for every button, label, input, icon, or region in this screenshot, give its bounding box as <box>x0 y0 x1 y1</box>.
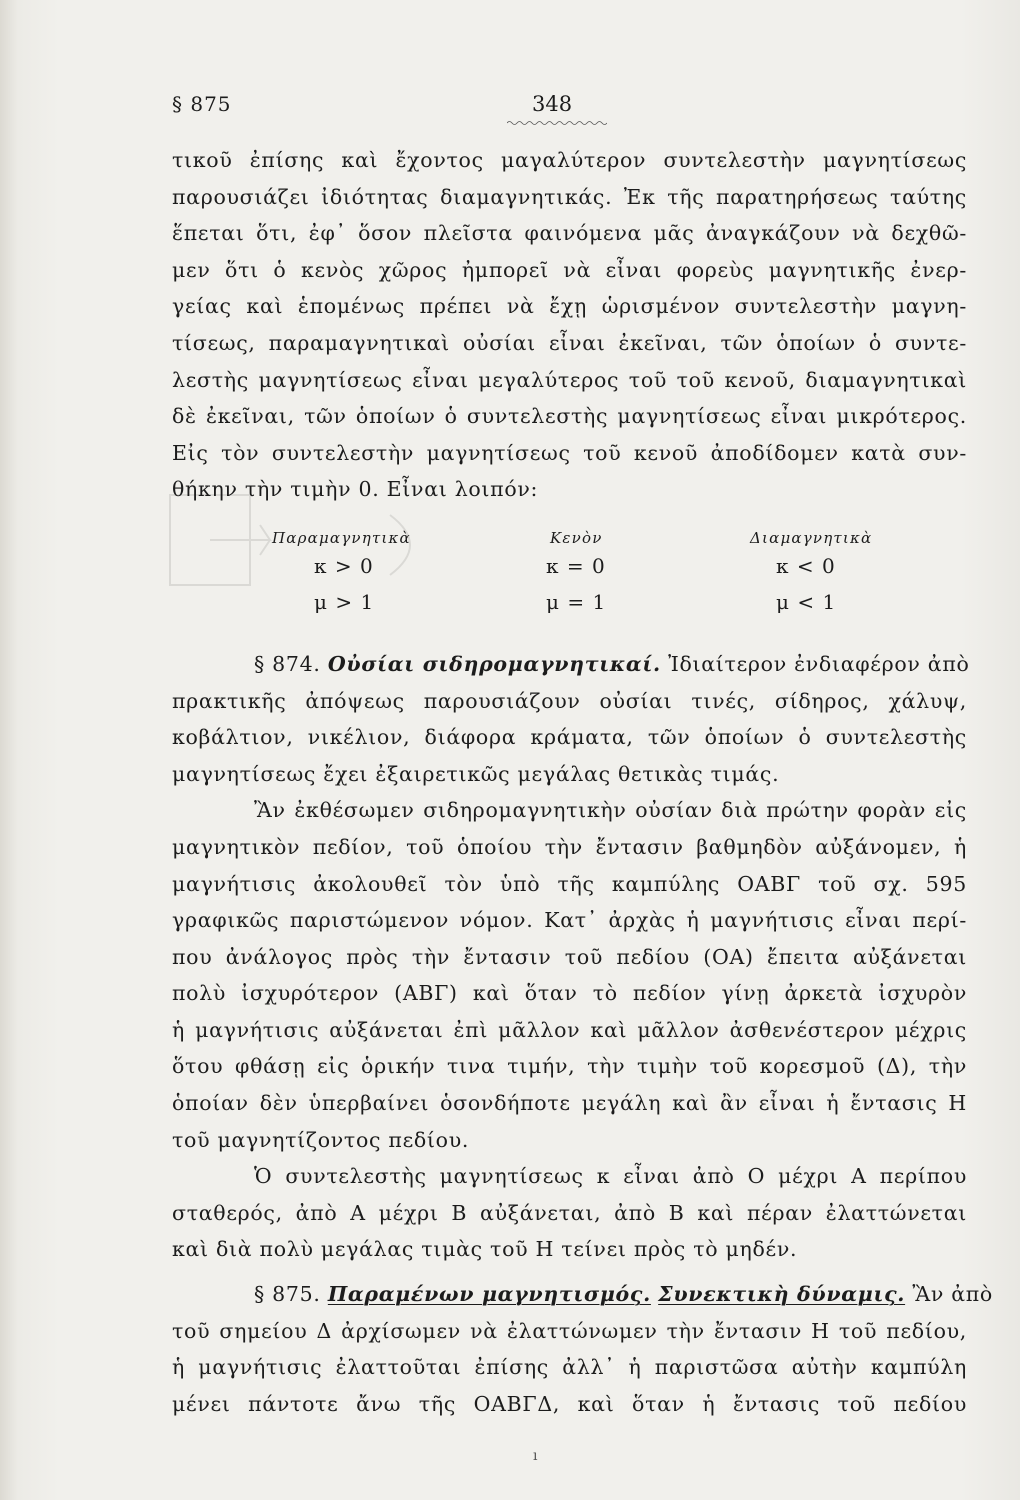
section-874 <box>172 646 970 792</box>
magnetic-classification-table <box>172 520 967 644</box>
printer-mark: ı <box>533 1448 538 1464</box>
column-heading-vacuum: Κενὸν <box>550 528 603 547</box>
text-line: πρακτικῆς ἀπόψεως παρουσιάζουν οὐσίαι τινές, σίδηρος, χάλυψ, <box>172 688 967 713</box>
text-line: τικοῦ ἐπίσης καὶ ἔχοντος μαγαλύτερον συντελεστὴν μαγνητίσεως <box>172 148 967 172</box>
section-875 <box>172 1276 993 1422</box>
diamagnetic-kappa: κ < 0 <box>776 553 836 578</box>
text-line: ὁποίαν δὲν ὑπερβαίνει ὁσονδήποτε μεγάλη καὶ ἂν εἶναι ἡ ἔντασις Η <box>172 1091 967 1116</box>
section-875-first-line <box>172 1276 993 1313</box>
text-line: λεστὴς μαγνητίσεως εἶναι μεγαλύτερος τοῦ τοῦ κενοῦ, διαμαγνητικαὶ <box>172 367 967 392</box>
text-line: μένει πάντοτε ἄνω τῆς ΟΑΒΓΔ, καὶ ὅταν ἡ ἔντασις τοῦ πεδίου <box>172 1391 967 1416</box>
text-line: θήκην τὴν τιμὴν 0. Εἶναι λοιπόν: <box>172 477 539 502</box>
ornamental-wavy-rule <box>507 120 607 126</box>
body-text <box>172 142 993 1422</box>
page-number: 348 <box>532 92 573 116</box>
section-874-number: § 874. <box>254 651 321 676</box>
paragraph-coefficient <box>172 1158 967 1268</box>
text-line: μαγνητικὸν πεδίον, τοῦ ὁποίου τὴν ἔντασιν βαθμηδὸν αὐξάνομεν, ἡ <box>172 834 967 859</box>
diamagnetic-mu: μ < 1 <box>776 589 837 614</box>
section-874-first-line <box>172 646 970 683</box>
text-line: τίσεως, παραμαγνητικαὶ οὐσίαι εἶναι ἐκεῖναι, τῶν ὁποίων ὁ συντε- <box>172 330 967 355</box>
column-heading-paramagnetic: Παραμαγνητικὰ <box>272 528 411 547</box>
text-line: δὲ ἐκεῖναι, τῶν ὁποίων ὁ συντελεστὴς μαγνητίσεως εἶναι μικρότερος. <box>172 404 967 429</box>
vacuum-kappa: κ = 0 <box>546 553 606 578</box>
column-heading-diamagnetic: Διαμαγνητικὰ <box>750 528 873 547</box>
text-line: μαγνήτισις ἀκολουθεῖ τὸν ὑπὸ τῆς καμπύλης ΟΑΒΓ τοῦ σχ. 595 <box>172 871 967 896</box>
text-line: Ὁ συντελεστὴς μαγνητίσεως κ εἶναι ἀπὸ Ο μέχρι Α περίπου <box>254 1164 967 1189</box>
text-line: παρουσιάζει ἰδιότητας διαμαγνητικάς. Ἐκ τῆς παρατηρήσεως ταύτης <box>172 184 967 209</box>
text-line: μεν ὅτι ὁ κενὸς χῶρος ἠμπορεῖ νὰ εἶναι φορεὺς μαγνητικῆς ἐνερ- <box>172 257 967 282</box>
text-line: πολὺ ἰσχυρότερον (ΑΒΓ) καὶ ὅταν τὸ πεδίον γίνῃ ἀρκετὰ ἰσχυρὸν <box>172 981 967 1006</box>
section-875-line-rest: Ἂν ἀπὸ <box>912 1282 993 1307</box>
text-line: ἕπεται ὅτι, ἐφ᾿ ὅσον πλεῖστα φαινόμενα μᾶς ἀναγκάζουν νὰ δεχθῶ- <box>172 221 967 246</box>
text-line: Εἰς τὸν συντελεστὴν μαγνητίσεως τοῦ κενοῦ ἀποδίδομεν κατὰ συν- <box>172 440 967 465</box>
section-874-title: Οὐσίαι σιδηρομαγνητικαί. <box>327 651 661 676</box>
text-line: κοβάλτιον, νικέλιον, διάφορα κράματα, τῶν ὁποίων ὁ συντελεστὴς <box>172 725 967 750</box>
text-line: ἡ μαγνήτισις αὐξάνεται ἐπὶ μᾶλλον καὶ μᾶλλον ἀσθενέστερον μέχρις <box>172 1017 967 1042</box>
text-line: που ἀνάλογος πρὸς τὴν ἔντασιν τοῦ πεδίου (ΟΑ) ἔπειτα αὐξάνεται <box>172 944 967 969</box>
paramagnetic-kappa: κ > 0 <box>314 553 374 578</box>
text-line: γραφικῶς παριστώμενον νόμον. Κατ᾿ ἀρχὰς ἡ μαγνήτισις εἶναι περί- <box>172 908 967 933</box>
text-line: καὶ διὰ πολὺ μεγάλας τιμὰς τοῦ Η τείνει πρὸς τὸ μηδέν. <box>172 1237 798 1262</box>
text-line: ἡ μαγνήτισις ἐλαττοῦται ἐπίσης ἀλλ᾿ ἡ παριστῶσα αὐτὴν καμπύλη <box>172 1355 967 1380</box>
text-line: σταθερός, ἀπὸ Α μέχρι Β αὐξάνεται, ἀπὸ Β καὶ πέραν ἐλαττώνεται <box>172 1200 967 1225</box>
paragraph-diamagnetism-continuation <box>172 142 967 508</box>
section-875-title-coercive: Συνεκτικὴ δύναμις. <box>658 1282 906 1307</box>
vacuum-mu: μ = 1 <box>546 589 607 614</box>
text-line: μαγνητίσεως ἔχει ἐξαιρετικῶς μεγάλας θετικὰς τιμάς. <box>172 761 780 786</box>
text-line: Ἂν ἐκθέσωμεν σιδηρομαγνητικὴν οὐσίαν διὰ πρώτην φορὰν εἰς <box>254 798 967 823</box>
text-line: τοῦ μαγνητίζοντος πεδίου. <box>172 1127 470 1152</box>
section-875-title-remanent: Παραμένων μαγνητισμός. <box>327 1282 651 1307</box>
section-874-line-rest: Ἰδιαίτερον ἐνδιαφέρον ἀπὸ <box>668 651 970 676</box>
text-line: γείας καὶ ἑπομένως πρέπει νὰ ἔχῃ ὡρισμένον συντελεστὴν μαγνη- <box>172 294 967 319</box>
text-line: ὅτου φθάσῃ εἰς ὁρικήν τινα τιμήν, τὴν τιμὴν τοῦ κορεσμοῦ (Δ), τὴν <box>172 1054 967 1079</box>
section-875-number: § 875. <box>254 1282 321 1307</box>
paramagnetic-mu: μ > 1 <box>314 589 375 614</box>
text-line: τοῦ σημείου Δ ἀρχίσωμεν νὰ ἐλαττώνωμεν τὴν ἔντασιν Η τοῦ πεδίου, <box>172 1318 967 1343</box>
running-head <box>172 92 972 126</box>
running-section-reference: § 875 <box>172 92 232 116</box>
paragraph-magnetization-curve <box>172 792 967 1158</box>
